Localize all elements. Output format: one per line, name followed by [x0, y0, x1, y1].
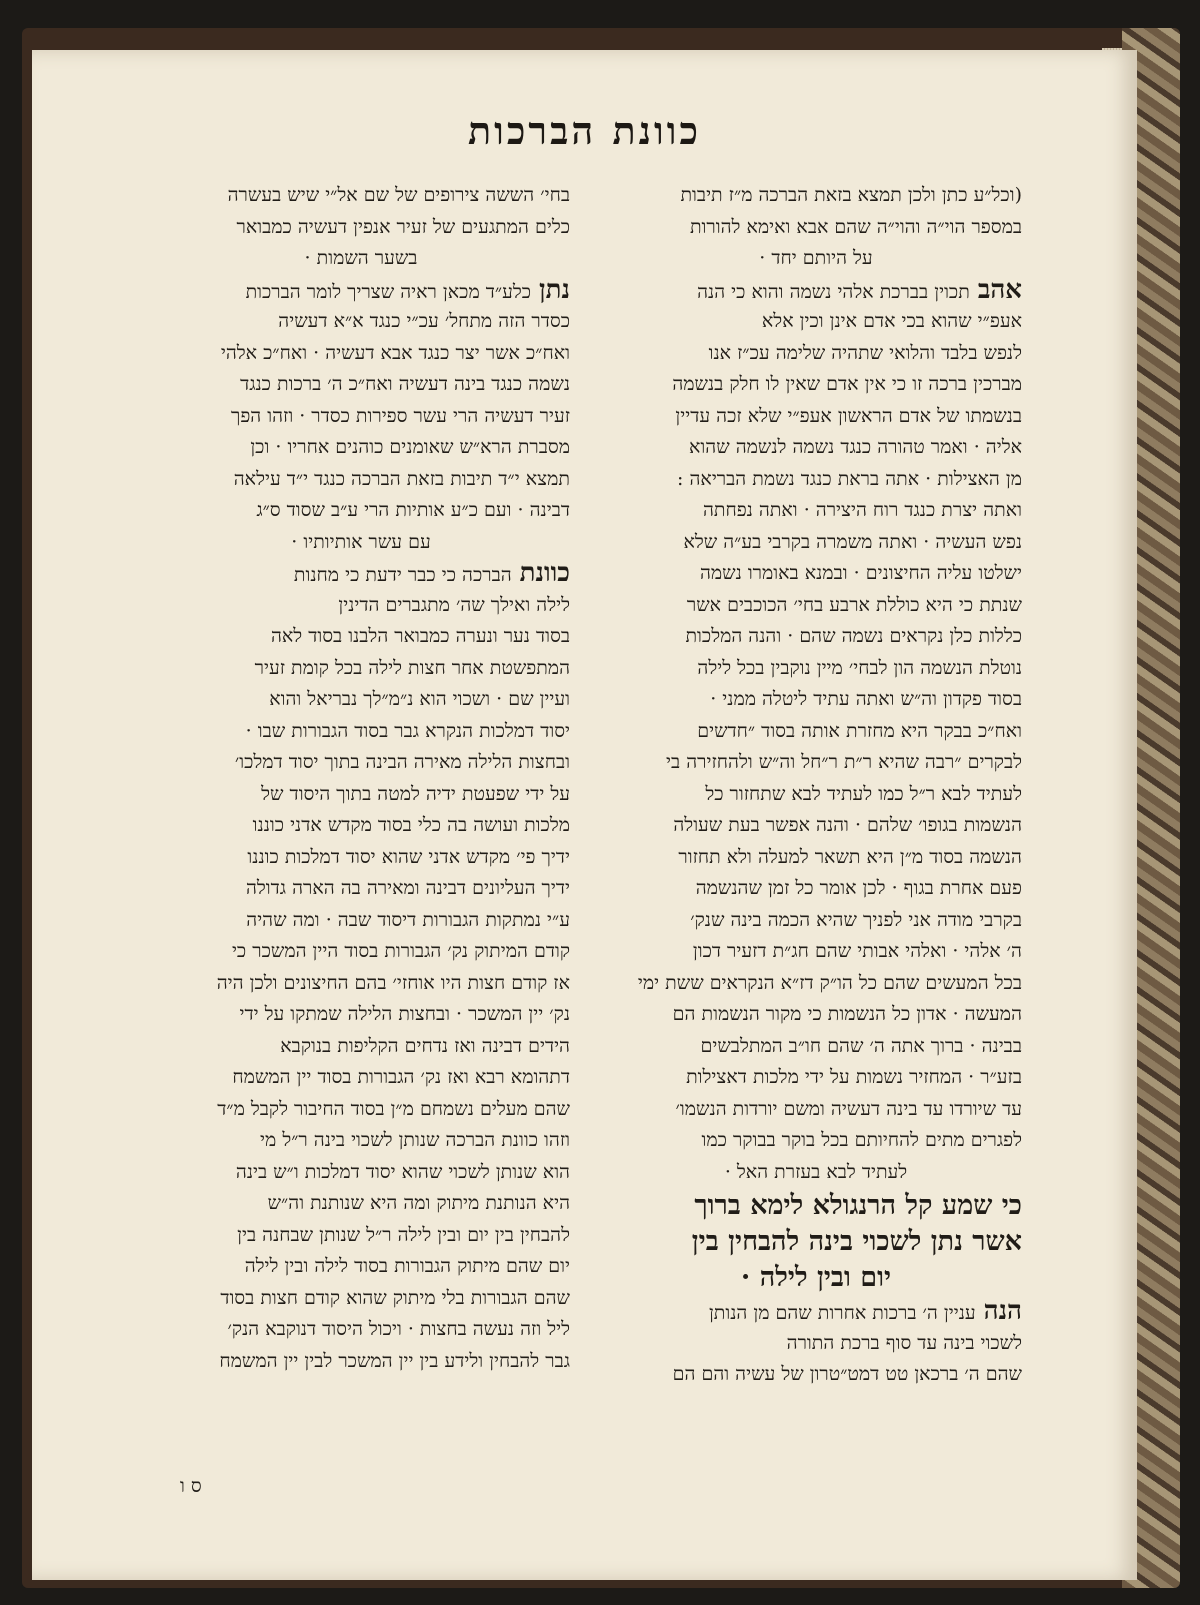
- text-line: אז קודם חצות היו אוחזי׳ בהם החיצונים ולכן היה: [216, 971, 570, 994]
- text-line: דתהומא רבא ואז נק׳ הגבורות בסוד יין המשמח: [232, 1066, 570, 1088]
- text-line: על היותם יחד ·: [759, 247, 873, 269]
- text-line: שנתת כי היא כוללת ארבע בחי׳ הכוכבים אשר: [686, 593, 1022, 616]
- text-line: בשער השמות ·: [304, 247, 418, 269]
- text-line: לבקרים ״רבה שהיא ר״ת ר״חל וה״ש ולהחזירה בי: [666, 751, 1022, 773]
- right-column: [610, 180, 1022, 1391]
- signature-mark: ס ו: [180, 1475, 202, 1497]
- section-heading: הנה: [983, 1296, 1022, 1326]
- text-line: ידיך פי׳ מקדש אדני שהוא יסוד דמלכות כוננו: [247, 845, 570, 868]
- text-line: בחי׳ הששה צירופים של שם אל״י שיש בעשרה: [227, 184, 570, 206]
- section-heading-line: [152, 558, 570, 590]
- text-line: על ידי שפעטת ידיה למטה בתוך היסוד של: [261, 782, 570, 805]
- section-heading-line: [610, 1296, 1022, 1328]
- text-line: בקרבי מודה אני לפניך שהיא הכמה בינה שנק׳: [690, 908, 1022, 931]
- section-heading: כוונת: [519, 558, 570, 588]
- text-line: בכל המעשים שהם כל הו״ק דז״א הנקראים ששת ימי: [637, 971, 1022, 994]
- left-column: [152, 180, 570, 1377]
- text-line: הוא שנותן לשכוי שהוא יסוד דמלכות ו״ש בינה: [235, 1160, 570, 1183]
- text-line: ישלטו עליה החיצונים · ובמנא באומרו נשמה: [699, 562, 1022, 584]
- text-line: יום שהם מיתוק הגבורות בסוד לילה ובין לילה: [244, 1255, 570, 1277]
- text-line: לנפש בלבד והלואי שתהיה שלימה עכ״ז אנו: [708, 341, 1022, 364]
- text-line: הנשמות בגופו׳ שלהם · והנה אפשר בעת שעולה: [673, 814, 1022, 836]
- text-line: עניין ה׳ ברכות אחרות שהם מן הנותן: [708, 1302, 976, 1324]
- text-line: שהם הגבורות בלי מיתוק שהוא קודם חצות בסוד: [220, 1286, 570, 1309]
- text-line: בזע״ר · המחזיר נשמות על ידי מלכות דאצילות: [686, 1066, 1022, 1088]
- text-line: לילה ואילך שה׳ מתגברים הדינין: [338, 593, 570, 616]
- text-line: ועיין שם · ושכוי הוא נ״מ״לך נבריאל והוא: [269, 688, 570, 710]
- text-line: נק׳ יין המשכר · ובחצות הלילה שמתקו על ידי: [239, 1003, 570, 1025]
- text-line: (וכל״ע כתן ולכן תמצא בזאת הברכה מ״ז תיבות: [680, 184, 1022, 206]
- text-line: הידים דבינה ואז נדחים הקליפות בנוקבא: [280, 1034, 570, 1057]
- text-line: לפגרים מתים להחיותם בכל בוקר בבוקר כמו: [701, 1129, 1022, 1151]
- text-line: עם עשר אותיותיו ·: [291, 530, 431, 553]
- text-line: וזהו כוונת הברכה שנותן לשכוי בינה ר״ל מי: [260, 1129, 570, 1151]
- running-head: כוונת הברכות: [467, 108, 702, 153]
- text-line: הברכה כי כבר ידעת כי מחנות: [293, 564, 512, 586]
- text-line: המתפשטת אחר חצות לילה בכל קומת זעיר: [254, 656, 570, 679]
- text-line: ליל וזה נעשה בחצות · ויכול היסוד דנוקבא הנק׳: [227, 1318, 570, 1340]
- large-heading-line: יום ובין לילה ·: [740, 1262, 892, 1293]
- text-line: מלכות ועושה בה כלי בסוד מקדש אדני כוננו: [252, 814, 570, 836]
- text-line: במספר הוי״ה והוי״ה שהם אבא ואימא להורות: [689, 215, 1022, 238]
- text-line: פעם אחרת בגוף · לכן אומר כל זמן שהנשמה: [695, 877, 1022, 899]
- text-line: כסדר הזה מתחל׳ עכ״י כנגד א״א דעשיה: [278, 310, 570, 332]
- text-line: אליה · ואמר טהורה כנגד נשמה לנשמה שהוא: [689, 436, 1022, 458]
- text-line: כללות כלן נקראים נשמה שהם · והנה המלכות: [685, 625, 1022, 647]
- text-line: כלע״ד מכאן ראיה שצריך לומר הברכות: [245, 280, 532, 303]
- text-line: גבר להבחין ולידע בין יין המשכר לבין יין המשמח: [219, 1349, 570, 1372]
- text-line: ואח״כ אשר יצר כנגד אבא דעשיה · ואח״כ אלהי: [220, 341, 570, 364]
- text-line: שהם ה׳ ברכאן טט דמט״טרון של עשיה והם הם: [672, 1363, 1022, 1385]
- text-line: נשמה כנגד בינה דעשיה ואח״כ ה׳ ברכות כנגד: [240, 373, 570, 395]
- text-line: ידיך העליונים דבינה ומאירה בה הארה גדולה: [245, 877, 570, 899]
- text-line: אעפ״י שהוא בכי אדם אינן וכין אלא: [761, 310, 1022, 332]
- text-line: שהם מעלים נשמחם מ״ן בסוד החיבור לקבל מ״ד: [217, 1097, 570, 1120]
- book: [22, 28, 1180, 1588]
- text-line: כלים המתגעים של זעיר אנפין דעשיה כמבואר: [236, 215, 570, 238]
- section-heading-line: [152, 275, 570, 307]
- text-line: לשכוי בינה עד סוף ברכת התורה: [786, 1331, 1022, 1354]
- text-line: המעשה · אדון כל הנשמות כי מקור הנשמות הם: [672, 1003, 1022, 1025]
- section-heading: נתן: [539, 274, 570, 305]
- text-line: מברכין ברכה זו כי אין אדם שאין לו חלק בנשמה: [672, 373, 1022, 395]
- text-line: בסוד נער ונערה כמבואר הלבנו בסוד לאה: [270, 625, 570, 647]
- text-line: יסוד דמלכות הנקרא גבר בסוד הגבורות שבו ·: [245, 719, 570, 742]
- large-heading-line: כי שמע קל הרנגולא לימא ברוך: [694, 1190, 1022, 1221]
- text-line: ה׳ אלהי · ואלהי אבותי שהם חג״ת דזעיר דכון: [692, 940, 1022, 962]
- text-line: תכוין בברכת אלהי נשמה והוא כי הנה: [697, 280, 970, 303]
- text-line: הנשמה בסוד מ״ן היא תשאר למעלה ולא תחזור: [678, 845, 1022, 868]
- section-heading: אהב: [977, 274, 1022, 305]
- book-page: [32, 50, 1137, 1580]
- text-line: ע״י נמתקות הגבורות דיסוד שבה · ומה שהיה: [246, 908, 570, 931]
- text-line: עד שיורדו עד בינה דעשיה ומשם יורדות הנשמו׳: [675, 1097, 1022, 1120]
- text-line: היא הנותנת מיתוק ומה היא שנותנת וה״ש: [267, 1192, 570, 1214]
- text-line: בנשמתו של אדם הראשון אעפ״י שלא זכה עדיין: [675, 404, 1022, 427]
- text-line: תמצא י״ד תיבות בזאת הברכה כנגד י״ד עילאה: [233, 467, 570, 490]
- text-line: בסוד פקדון וה״ש ואתה עתיד ליטלה ממני ·: [710, 688, 1022, 710]
- text-line: להבחין בין יום ובין לילה ר״ל שנותן שבחנה בין: [237, 1223, 570, 1246]
- text-line: נפש העשיה · ואתה משמרה בקרבי בע״ה שלא: [683, 530, 1022, 553]
- large-heading-line: אשר נתן לשכוי בינה להבחין בין: [691, 1226, 1022, 1257]
- text-line: בבינה · ברוך אתה ה׳ שהם חו״ב המתלבשים: [700, 1034, 1022, 1057]
- text-line: ובחצות הלילה מאירה הבינה בתוך יסוד דמלכו׳: [234, 751, 570, 773]
- text-line: לעתיד לבא ר״ל כמו לעתיד לבא שתחזור כל: [705, 782, 1022, 805]
- text-line: מן האצילות · אתה בראת כנגד נשמת הבריאה :: [677, 467, 1022, 490]
- text-line: מסברת הרא״ש שאומנים כוהנים אחריו · וכן: [250, 436, 570, 458]
- text-line: קודם המיתוק נק׳ הגבורות בסוד היין המשכר כי: [231, 940, 570, 962]
- text-line: ואח״כ בבקר היא מחזרת אותה בסוד ״חדשים: [697, 719, 1022, 742]
- text-line: ואתה יצרת כנגד רוח היצירה · ואתה נפחתה: [702, 499, 1022, 521]
- text-line: נוטלת הנשמה הון לבחי׳ מיין נוקבין בכל לילה: [697, 656, 1022, 679]
- section-heading-line: [610, 275, 1022, 307]
- text-line: לעתיד לבא בעזרת האל ·: [724, 1160, 908, 1183]
- text-line: זעיר דעשיה הרי עשר ספירות כסדר · וזהו הפך: [230, 404, 570, 427]
- text-line: דבינה · ועם כ״ע אותיות הרי ע״ב שסוד ס״ג: [256, 499, 570, 521]
